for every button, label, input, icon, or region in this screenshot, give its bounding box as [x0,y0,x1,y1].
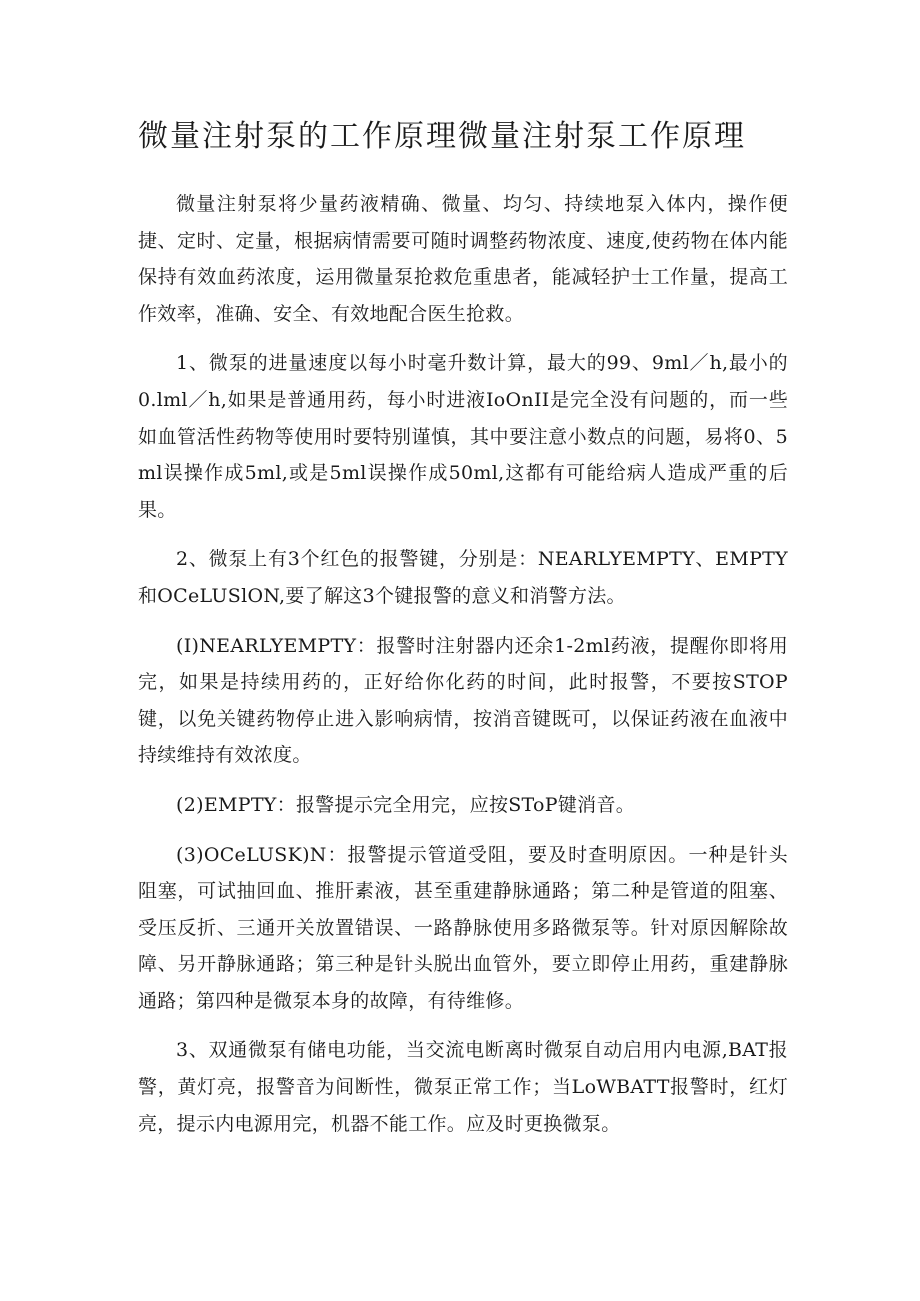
paragraph-nearly-empty: (I)NEARLYEMPTY：报警时注射器内还余1-2ml药液，提醒你即将用完，如果是持续用药的，正好给你化药的时间，此时报警，不要按STOP键，以免关键药物停止进入影响病情，按消音键既可，以保证药液在血液中持续维持有效浓度。 [138,634,788,767]
document-body [138,186,788,1155]
paragraph-occlusion: (3)OCeLUSK)N：报警提示管道受阻，要及时查明原因。一种是针头阻塞，可试抽回血、推肝素液，甚至重建静脉通路；第二种是管道的阻塞、受压反折、三通开关放置错误、一路静脉使用多路微泵等。针对原因解除故障、另开静脉通路；第三种是针头脱出血管外，要立即停止用药，重建静脉通路；第四种是微泵本身的故障，有待维修。 [138,843,788,1012]
paragraph-empty: (2)EMPTY：报警提示完全用完，应按SToP键消音。 [176,793,636,816]
paragraph-battery: 3、双通微泵有储电功能，当交流电断离时微泵自动启用内电源,BAT报警，黄灯亮，报警音为间断性，微泵正常工作；当LoWBATT报警时，红灯亮，提示内电源用完，机器不能工作。应及时更换微泵。 [138,1039,788,1135]
paragraph-alarm-keys: 2、微泵上有3个红色的报警键，分别是：NEARLYEMPTY、EMPTY和OCeLUSlON,要了解这3个键报警的意义和消警方法。 [138,548,788,607]
paragraph-intro: 微量注射泵将少量药液精确、微量、均匀、持续地泵入体内，操作便捷、定时、定量，根据病情需要可随时调整药物浓度、速度,使药物在体内能保持有效血药浓度，运用微量泵抢救危重患者，能减轻护士工作量，提高工作效率，准确、安全、有效地配合医生抢救。 [138,193,788,325]
document-title: 微量注射泵的工作原理微量注射泵工作原理 [138,119,746,154]
paragraph-infusion-rate: 1、微泵的进量速度以每小时毫升数计算，最大的99、9ml／h,最小的0.lml／h,如果是普通用药，每小时进液IoOnII是完全没有问题的，而一些如血管活性药物等使用时要特别谨慎，其中要注意小数点的问题，易将0、5ml误操作成5ml,或是5ml误操作成50ml,这都有可能给病人造成严重的后果。 [138,352,788,521]
